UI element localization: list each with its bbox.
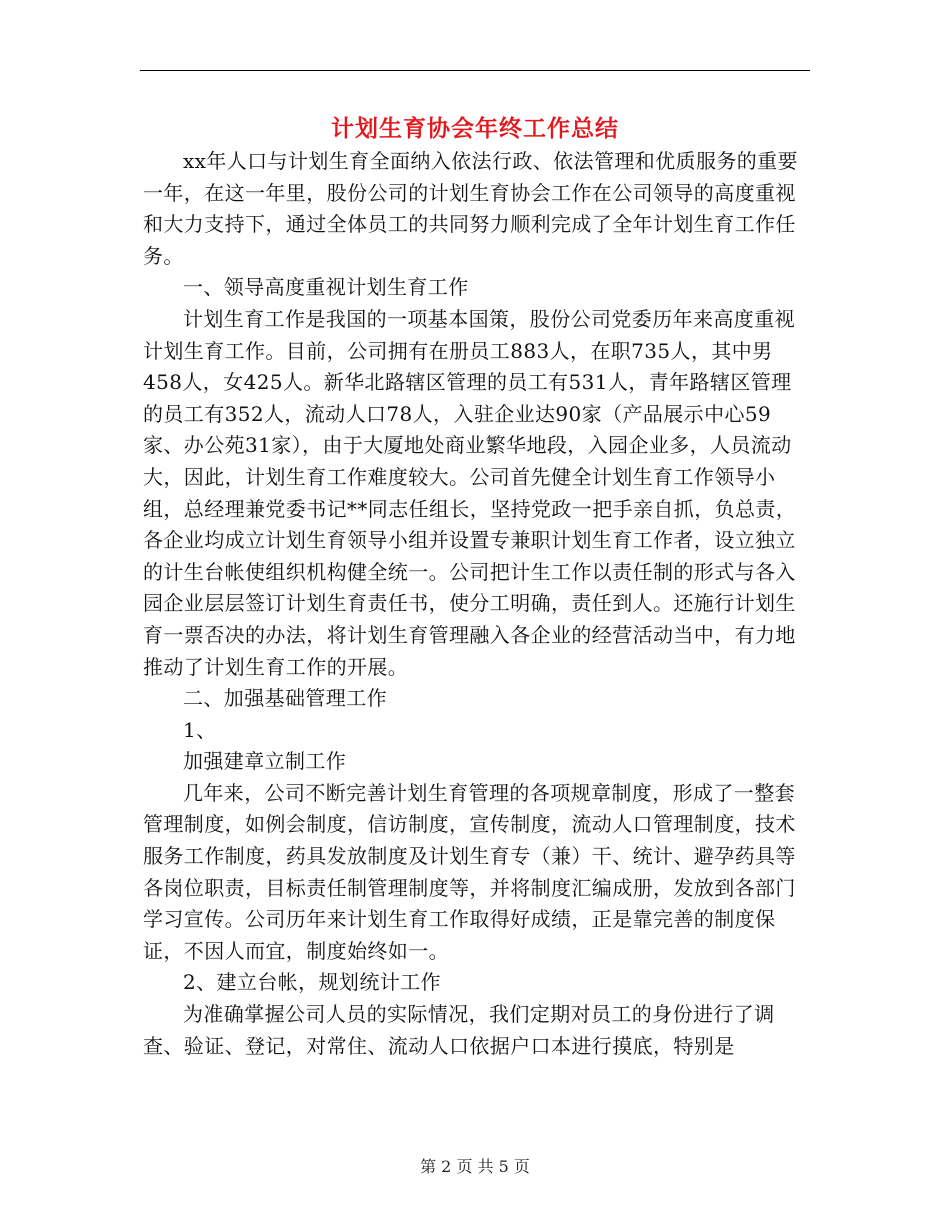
section-heading-1: 一、领导高度重视计划生育工作 bbox=[183, 275, 469, 300]
subsection-number-1: 1、 bbox=[183, 717, 217, 742]
document-title: 计划生育协会年终工作总结 bbox=[331, 115, 619, 142]
paragraph-subsection-1: 几年来，公司不断完善计划生育管理的各项规章制度，形成了一整套管理制度，如例会制度，信访制度，宣传制度，流动人口管理制度，技术服务工作制度，药具发放制度及计划生育专（兼）干、统计、避孕药具等各岗位职责，目标责任制管理制度等，并将制度汇编成册，发放到各部门学习宣传。公司历年来计划生育工作取得好成绩，正是靠完善的制度保证，不因人而宜，制度始终如一。 bbox=[143, 780, 796, 963]
paragraph-section-1: 计划生育工作是我国的一项基本国策，股份公司党委历年来高度重视计划生育工作。目前，公司拥有在册员工883人，在职735人，其中男458人，女425人。新华北路辖区管理的员工有531人，青年路辖区管理的员工有352人，流动人口78人，入驻企业达90家（产品展示中心59家、办公苑31家），由于大厦地处商业繁华地段，入园企业多，人员流动大，因此，计划生育工作难度较大。公司首先健全计划生育工作领导小组，总经理兼党委书记**同志任组长，坚持党政一把手亲自抓，负总责，各企业均成立计划生育领导小组并设置专兼职计划生育工作者，设立独立的计生台帐使组织机构健全统一。公司把计生工作以责任制的形式与各入园企业层层签订计划生育责任书，使分工明确，责任到人。还施行计划生育一票否决的办法，将计划生育管理融入各企业的经营活动当中，有力地推动了计划生育工作的开展。 bbox=[143, 306, 797, 679]
page-footer: 第 2 页 共 5 页 bbox=[420, 1157, 530, 1176]
subsection-heading-2: 2、建立台帐，规划统计工作 bbox=[183, 970, 441, 995]
paragraph-subsection-2: 为准确掌握公司人员的实际情况，我们定期对员工的身份进行了调查、验证、登记，对常住、流动人口依据户口本进行摸底，特别是 bbox=[143, 1002, 775, 1058]
subsection-heading-1: 加强建章立制工作 bbox=[183, 749, 347, 774]
section-heading-2: 二、加强基础管理工作 bbox=[183, 686, 387, 711]
header-rule bbox=[140, 70, 810, 71]
paragraph-intro: xx年人口与计划生育全面纳入依法行政、依法管理和优质服务的重要一年，在这一年里，股份公司的计划生育协会工作在公司领导的高度重视和大力支持下，通过全体员工的共同努力顺利完成了全年计划生育工作任务。 bbox=[143, 149, 798, 268]
document-body bbox=[143, 146, 810, 1062]
